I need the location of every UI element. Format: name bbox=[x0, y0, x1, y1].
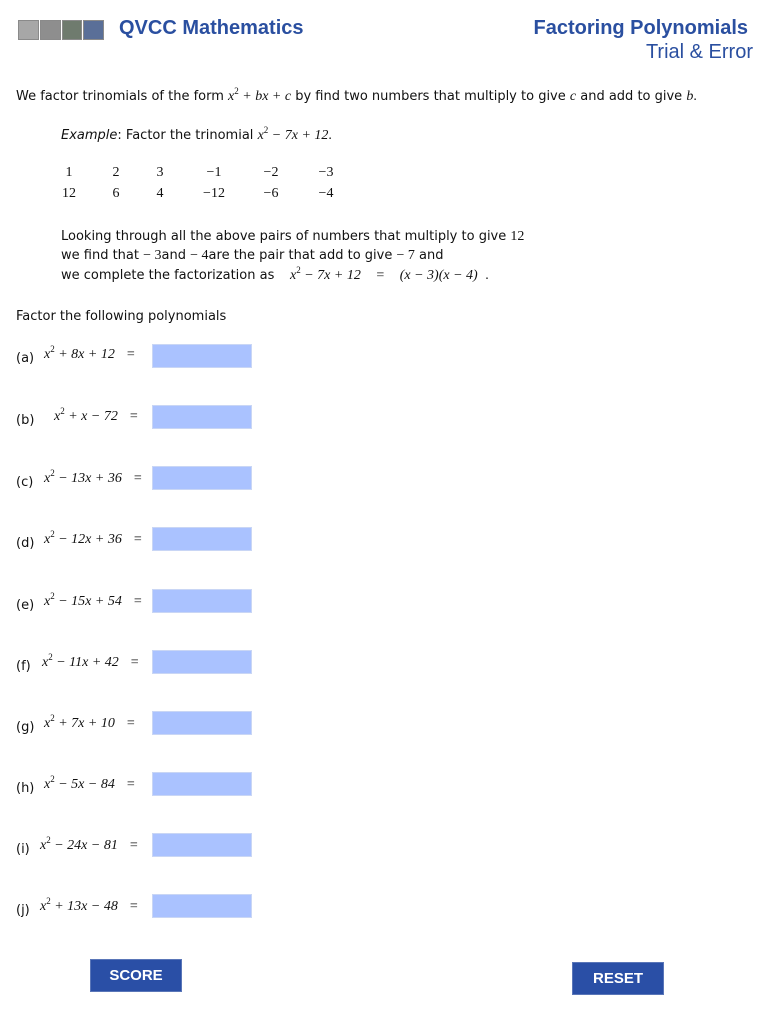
factor-cell: −2 bbox=[263, 165, 279, 180]
answer-input-i[interactable] bbox=[152, 833, 252, 857]
question-label: (f) bbox=[16, 659, 31, 674]
factor-row-2 bbox=[44, 186, 356, 202]
answer-input-a[interactable] bbox=[152, 344, 252, 368]
question-expression: $x^2 - 24x - 81$ = bbox=[40, 835, 138, 853]
question-label: (j) bbox=[16, 903, 30, 918]
answer-input-f[interactable] bbox=[152, 650, 252, 674]
question-expression: $x^2 - 15x + 54$ = bbox=[44, 591, 142, 609]
factor-cell: 4 bbox=[156, 186, 164, 201]
question-expression: $x^2 + 7x + 10$ = bbox=[44, 713, 135, 731]
factor-cell: −4 bbox=[318, 186, 334, 201]
answer-input-e[interactable] bbox=[152, 589, 252, 613]
question-expression: $x^2 - 11x + 42$ = bbox=[42, 652, 139, 670]
intro-line: We factor trinomials of the form $x^2$ + bx + c by find two numbers that multiply to give c and add to give b. bbox=[16, 86, 697, 104]
factor-pairs-table bbox=[44, 165, 356, 202]
question-item bbox=[16, 409, 34, 428]
answer-input-b[interactable] bbox=[152, 405, 252, 429]
question-item bbox=[16, 471, 33, 490]
factor-row-1 bbox=[44, 165, 356, 181]
question-expression: $x^2 - 12x + 36$ = bbox=[44, 529, 142, 547]
question-item bbox=[16, 777, 34, 796]
factor-cell: −3 bbox=[318, 165, 334, 180]
example-expression: $x^2 - 7x + 12$ bbox=[257, 125, 329, 143]
intro-var-c: c bbox=[569, 89, 577, 104]
intro-var-b: b bbox=[686, 89, 694, 104]
intro-text-1: We factor trinomials of the form bbox=[16, 89, 224, 104]
question-label: (e) bbox=[16, 598, 35, 613]
question-expression: $x^2 + 13x - 48$ = bbox=[40, 896, 138, 914]
question-label: (a) bbox=[16, 351, 35, 366]
intro-text-2: by find two numbers that multiply to give bbox=[295, 89, 566, 104]
factor-cell: −1 bbox=[206, 165, 222, 180]
factor-cell: −6 bbox=[263, 186, 279, 201]
question-label: (g) bbox=[16, 720, 35, 735]
question-item bbox=[16, 532, 34, 551]
score-button[interactable]: SCORE bbox=[90, 959, 182, 992]
example-factorization: $x^2 - 7x + 12 = (x - 3)(x - 4)$ . bbox=[290, 265, 489, 283]
question-item bbox=[16, 655, 31, 674]
factor-cell: 1 bbox=[65, 165, 73, 180]
intro-text-3: and add to give bbox=[580, 89, 683, 104]
explanation-line-2: we find that − 3and − 4are the pair that add to give − 7 and bbox=[61, 248, 444, 263]
answer-input-j[interactable] bbox=[152, 894, 252, 918]
factor-cell: 12 bbox=[62, 186, 76, 201]
example-heading: Example: Factor the trinomial $x^2 - 7x + 12$. bbox=[61, 125, 332, 143]
question-expression: $x^2 + 8x + 12$ = bbox=[44, 344, 135, 362]
logo-tile bbox=[83, 20, 104, 40]
topic-title: Factoring Polynomials bbox=[533, 17, 748, 39]
answer-input-h[interactable] bbox=[152, 772, 252, 796]
question-item bbox=[16, 899, 30, 918]
factor-cell: −12 bbox=[203, 186, 225, 201]
logo-tile bbox=[40, 20, 61, 40]
qvcc-logo bbox=[18, 20, 104, 40]
question-expression: $x^2 + x - 72$ = bbox=[54, 406, 138, 424]
reset-button[interactable]: RESET bbox=[572, 962, 664, 995]
logo-tile bbox=[18, 20, 39, 40]
answer-input-d[interactable] bbox=[152, 527, 252, 551]
example-label: Example bbox=[61, 128, 118, 143]
question-label: (i) bbox=[16, 842, 30, 857]
answer-input-g[interactable] bbox=[152, 711, 252, 735]
factor-cell: 6 bbox=[112, 186, 120, 201]
question-expression: $x^2 - 5x - 84$ = bbox=[44, 774, 135, 792]
intro-form: $x^2$ + bx + c bbox=[228, 86, 292, 104]
question-item bbox=[16, 594, 34, 613]
factor-cell: 3 bbox=[156, 165, 164, 180]
question-label: (d) bbox=[16, 536, 35, 551]
question-label: (c) bbox=[16, 475, 34, 490]
question-label: (b) bbox=[16, 413, 35, 428]
explanation-line-3: we complete the factorization as bbox=[61, 268, 275, 283]
question-item bbox=[16, 347, 34, 366]
question-item bbox=[16, 716, 34, 735]
factor-cell: 2 bbox=[112, 165, 120, 180]
question-expression: $x^2 - 13x + 36$ = bbox=[44, 468, 142, 486]
question-item bbox=[16, 838, 30, 857]
question-label: (h) bbox=[16, 781, 35, 796]
explanation-line-1: Looking through all the above pairs of numbers that multiply to give 12 bbox=[61, 229, 525, 244]
page-title: QVCC Mathematics bbox=[119, 17, 304, 39]
logo-tile bbox=[62, 20, 83, 40]
instructions: Factor the following polynomials bbox=[16, 309, 227, 324]
topic-subtitle: Trial & Error bbox=[645, 41, 753, 63]
answer-input-c[interactable] bbox=[152, 466, 252, 490]
